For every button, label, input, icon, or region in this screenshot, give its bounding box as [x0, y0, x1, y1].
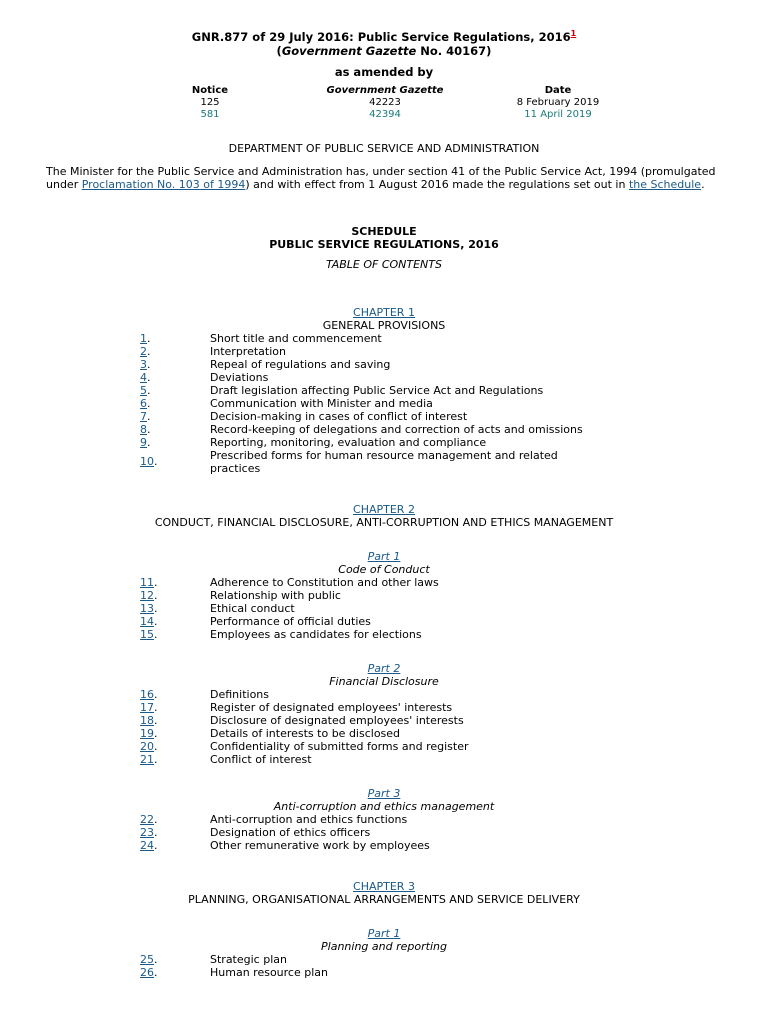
document-title — [0, 27, 768, 58]
section-link[interactable]: 3 — [140, 358, 147, 371]
toc-row: 9. Reporting, monitoring, evaluation and compliance — [140, 436, 487, 449]
section-link[interactable]: 24 — [140, 839, 154, 852]
toc-row: 5. Draft legislation affecting Public Service Act and Regulations — [140, 384, 544, 397]
toc-row: 26. Human resource plan — [140, 966, 328, 979]
footnote-link[interactable]: 1 — [570, 29, 577, 38]
section-link[interactable]: 26 — [140, 966, 154, 979]
part-link[interactable]: Part 1 — [367, 927, 401, 940]
toc-row: 1. Short title and commencement — [140, 332, 382, 345]
toc-row: 2. Interpretation — [140, 345, 286, 358]
toc-row: 20. Confidentiality of submitted forms and register — [140, 740, 469, 753]
section-link[interactable]: 13 — [140, 602, 154, 615]
toc-row: 10. Prescribed forms for human resource management and related practices — [140, 449, 558, 475]
toc-row: 7. Decision-making in cases of conflict of interest — [140, 410, 468, 423]
chapter-2-link[interactable]: CHAPTER 2 — [353, 503, 415, 516]
part-link[interactable]: Part 3 — [367, 787, 401, 800]
section-link[interactable]: 5 — [140, 384, 147, 397]
section-link[interactable]: 4 — [140, 371, 147, 384]
toc-row: 13. Ethical conduct — [140, 602, 295, 615]
section-link[interactable]: 11 — [140, 576, 154, 589]
chapter-1-link[interactable]: CHAPTER 1 — [353, 306, 415, 319]
section-link[interactable]: 19 — [140, 727, 154, 740]
section-link[interactable]: 10 — [140, 455, 154, 468]
section-link[interactable]: 22 — [140, 813, 154, 826]
part-link[interactable]: Part 2 — [367, 662, 401, 675]
section-link[interactable]: 14 — [140, 615, 154, 628]
schedule-heading: SCHEDULE — [351, 225, 417, 238]
chapter-3-title: PLANNING, ORGANISATIONAL ARRANGEMENTS AND SERVICE DELIVERY — [188, 893, 580, 906]
title-line2: (Government Gazette No. 40167) — [276, 43, 492, 58]
toc-row: 3. Repeal of regulations and saving — [140, 358, 391, 371]
schedule-link[interactable]: the Schedule — [628, 178, 702, 192]
toc-row: 8. Record-keeping of delegations and correction of acts and omissions — [140, 423, 583, 436]
section-link[interactable]: 1 — [140, 332, 147, 345]
toc-row: 6. Communication with Minister and media — [140, 397, 433, 410]
header-notice: Notice — [191, 85, 229, 96]
chapter-1-title: GENERAL PROVISIONS — [322, 319, 446, 332]
part-title: Code of Conduct — [338, 563, 430, 576]
chapter-3-link[interactable]: CHAPTER 3 — [353, 880, 415, 893]
section-link[interactable]: 2 — [140, 345, 147, 358]
toc-row: 25. Strategic plan — [140, 953, 287, 966]
part-title: Anti-corruption and ethics management — [273, 800, 495, 813]
section-link[interactable]: 9 — [140, 436, 147, 449]
section-link[interactable]: 12 — [140, 589, 154, 602]
intro-paragraph: The Minister for the Public Service and Administration has, under section 41 of the Public Service Act, 1994 (promulgated under Proclamation No. 103 of 1994) and with effect from 1 August 2016 made the regulations set out in the Schedule. — [46, 165, 716, 192]
section-link[interactable]: 6 — [140, 397, 147, 410]
department-heading: DEPARTMENT OF PUBLIC SERVICE AND ADMINISTRATION — [228, 142, 540, 155]
header-gazette: Government Gazette — [326, 85, 444, 96]
toc-row: 18. Disclosure of designated employees' interests — [140, 714, 464, 727]
amendments-header-row — [0, 85, 768, 97]
part-title: Financial Disclosure — [329, 675, 439, 688]
toc-row: 16. Definitions — [140, 688, 269, 701]
section-link[interactable]: 21 — [140, 753, 154, 766]
gazette-name: Government Gazette — [281, 43, 417, 58]
chapter-2-title: CONDUCT, FINANCIAL DISCLOSURE, ANTI-CORRUPTION AND ETHICS MANAGEMENT — [154, 516, 614, 529]
toc-row: 14. Performance of official duties — [140, 615, 371, 628]
section-link[interactable]: 20 — [140, 740, 154, 753]
section-link[interactable]: 8 — [140, 423, 147, 436]
toc-row: 15. Employees as candidates for elections — [140, 628, 422, 641]
toc-row: 11. Adherence to Constitution and other laws — [140, 576, 439, 589]
header-date: Date — [544, 85, 572, 96]
title-line1: GNR.877 of 29 July 2016: Public Service Regulations, 2016 — [191, 29, 571, 44]
amendment-row: 125 42223 8 February 2019 — [200, 97, 600, 108]
amended-by-label: as amended by — [334, 65, 434, 79]
section-link[interactable]: 17 — [140, 701, 154, 714]
toc-row: 24. Other remunerative work by employees — [140, 839, 430, 852]
toc-row: 4. Deviations — [140, 371, 269, 384]
toc-row: 19. Details of interests to be disclosed — [140, 727, 401, 740]
schedule-subheading: PUBLIC SERVICE REGULATIONS, 2016 — [269, 238, 499, 251]
part-title: Planning and reporting — [321, 940, 447, 953]
section-link[interactable]: 25 — [140, 953, 154, 966]
section-link[interactable]: 16 — [140, 688, 154, 701]
toc-label: TABLE OF CONTENTS — [325, 258, 442, 271]
section-link[interactable]: 7 — [140, 410, 147, 423]
toc-row: 23. Designation of ethics officers — [140, 826, 371, 839]
part-link[interactable]: Part 1 — [367, 550, 401, 563]
toc-row: 12. Relationship with public — [140, 589, 341, 602]
toc-row: 17. Register of designated employees' interests — [140, 701, 453, 714]
section-link[interactable]: 18 — [140, 714, 154, 727]
amendment-row[interactable]: 581 42394 11 April 2019 — [200, 109, 592, 120]
toc-row: 22. Anti-corruption and ethics functions — [140, 813, 408, 826]
section-link[interactable]: 15 — [140, 628, 154, 641]
section-link[interactable]: 23 — [140, 826, 154, 839]
proclamation-link[interactable]: Proclamation No. 103 of 1994 — [81, 178, 246, 192]
toc-row: 21. Conflict of interest — [140, 753, 312, 766]
